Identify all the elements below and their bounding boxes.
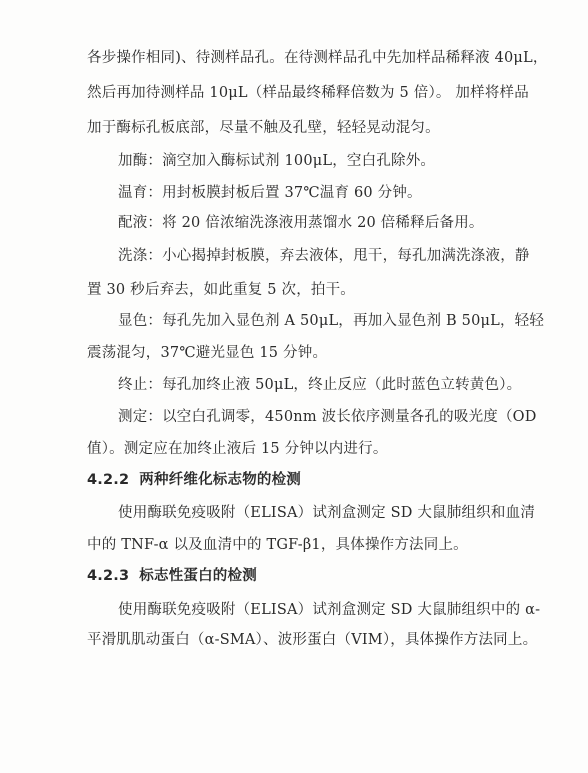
- step-measure: 测定：以空白孔调零，450nm 波长依序测量各孔的吸光度（OD: [118, 409, 537, 425]
- section-title: 标志性蛋白的检测: [139, 568, 257, 584]
- paragraph-line: 中的 TNF-α 以及血清中的 TGF-β1，具体操作方法同上。: [87, 537, 468, 553]
- step-prepare-solution: 配液：将 20 倍浓缩洗涤液用蒸馏水 20 倍稀释后备用。: [118, 215, 484, 231]
- step-color-cont: 震荡混匀，37℃避光显色 15 分钟。: [87, 345, 328, 361]
- paragraph-line: 加于酶标孔板底部，尽量不触及孔壁，轻轻晃动混匀。: [87, 120, 440, 136]
- step-stop: 终止：每孔加终止液 50μL，终止反应（此时蓝色立转黄色）。: [118, 377, 522, 393]
- step-measure-cont: 值）。测定应在加终止液后 15 分钟以内进行。: [87, 441, 388, 457]
- paragraph-line: 各步操作相同)、待测样品孔。在待测样品孔中先加样品稀释液 40μL，: [87, 50, 548, 66]
- paragraph-line: 使用酶联免疫吸附（ELISA）试剂盒测定 SD 大鼠肺组织和血清: [118, 505, 536, 521]
- step-wash: 洗涤：小心揭掉封板膜，弃去液体，甩干，每孔加满洗涤液，静: [118, 248, 530, 264]
- section-heading-4-2-2: [87, 470, 301, 490]
- section-title: 两种纤维化标志物的检测: [139, 472, 301, 488]
- section-heading-4-2-3: [87, 566, 257, 586]
- step-incubation: 温育：用封板膜封板后置 37℃温育 60 分钟。: [118, 185, 422, 201]
- section-number: 4.2.3: [87, 568, 130, 584]
- paragraph-line: 平滑肌肌动蛋白（α-SMA）、波形蛋白（VIM），具体操作方法同上。: [87, 632, 538, 648]
- step-color: 显色：每孔先加入显色剂 A 50μL，再加入显色剂 B 50μL，轻轻: [118, 313, 545, 329]
- paragraph-line: 使用酶联免疫吸附（ELISA）试剂盒测定 SD 大鼠肺组织中的 α-: [118, 602, 541, 618]
- step-wash-cont: 置 30 秒后弃去，如此重复 5 次，拍干。: [87, 282, 356, 298]
- step-enzyme: 加酶：滴空加入酶标试剂 100μL，空白孔除外。: [118, 153, 436, 169]
- section-number: 4.2.2: [87, 472, 130, 488]
- paragraph-line: 然后再加待测样品 10μL（样品最终稀释倍数为 5 倍）。 加样将样品: [87, 85, 529, 101]
